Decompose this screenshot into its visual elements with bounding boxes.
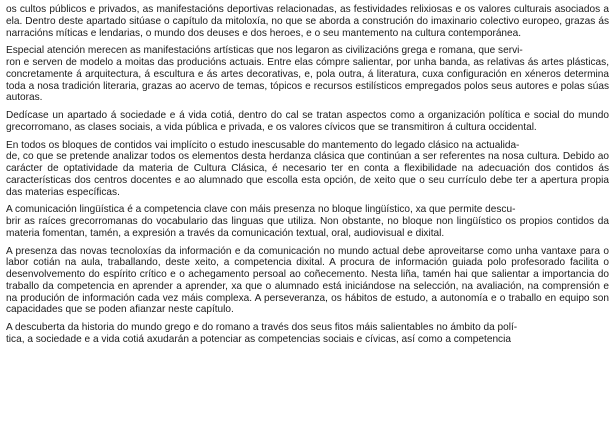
paragraph-classical-legacy: En todos os bloques de contidos vai implícito o estudo inescusable do mantemento do legado clásico na actualida- de, co que se pretende analizar todos os elementos desta herdanza clásica que continúan a ser referentes na nosa cultura. Debido ao carácter de optatividade da materia de Cultura Clásica, é necesario ter en conta a flexibilidade na adecuación dos contidos ás características dos centros docentes e ao alumnado que escolla esta opción, de xeito que o seu currículo debe ter a apertura propia das materias específicas. [6,139,609,198]
paragraph-history-social-competence: A descuberta da historia do mundo grego e do romano a través dos seus fitos máis salientables no ámbito da polí- tica, a sociedade e a vida cotiá axudarán a potenciar as competencias sociais e cívicas, así como a competencia [6,322,518,345]
document-page [6,4,609,352]
paragraph-linguistic-competence: A comunicación lingüística é a competencia clave con máis presenza no bloque lingüístico, xa que permite descu- brir as raíces grecorromanas do vocabulario das linguas que utiliza. Non obstante, no bloque non lingüístico os propios contidos da materia fomentan, tamén, a expresión a través da comunicación textual, oral, audiovisual e dixital. [6,204,609,239]
paragraph-digital-competence: A presenza das novas tecnoloxías da información e da comunicación no mundo actual debe aproveitarse como unha vantaxe para o labor cotián na aula, traballando, deste xeito, a competencia dixital. A procura de información guiada polo profesorado facilita o desenvolvemento do espírito crítico e o achegamento persoal ao coñecemento. Nesta liña, tamén hai que salientar a importancia do traballo da competencia en aprender a aprender, xa que o alumnado está iniciándose na selección, na avaliación, na comprensión e na produción de información cada vez máis complexa. A perseveranza, os hábitos de estudo, a autonomía e o traballo en equipo son capacidades que se poden afianzar neste capítulo. [6,245,609,316]
paragraph-religion-mythology: os cultos públicos e privados, as manifestacións deportivas relacionadas, as festividades relixiosas e os valores culturais asociados a ela. Dentro deste apartado sitúase o capítulo da mitoloxía, no que se aborda a construción do imaxinario colectivo europeo, grazas ás narracións míticas e lendarias, o mundo dos deuses e dos heroes, e o seu mantemento na cultura contemporánea. [6,4,609,39]
paragraph-artistic-manifestations: Especial atención merecen as manifestacións artísticas que nos legaron as civilizacións grega e romana, que servi- ron e serven de modelo a moitas das producións actuais. Entre elas cómpre salientar, por unha banda, as relativas ás artes plásticas, concretamente á arquitectura, á escultura e ás artes decorativas, e, pola outra, á literatura, cuxa configuración en xéneros determina toda a nosa tradición literaria, grazas ao acervo de temas, tópicos e recursos estilísticos empregados polos seus autores e polas súas autoras. [6,45,609,104]
paragraph-society-daily-life: Dedícase un apartado á sociedade e á vida cotiá, dentro do cal se tratan aspectos como a organización política e social do mundo grecorromano, as clases sociais, a vida pública e privada, e os valores cívicos que se transmitiron á cultura occidental. [6,110,609,133]
